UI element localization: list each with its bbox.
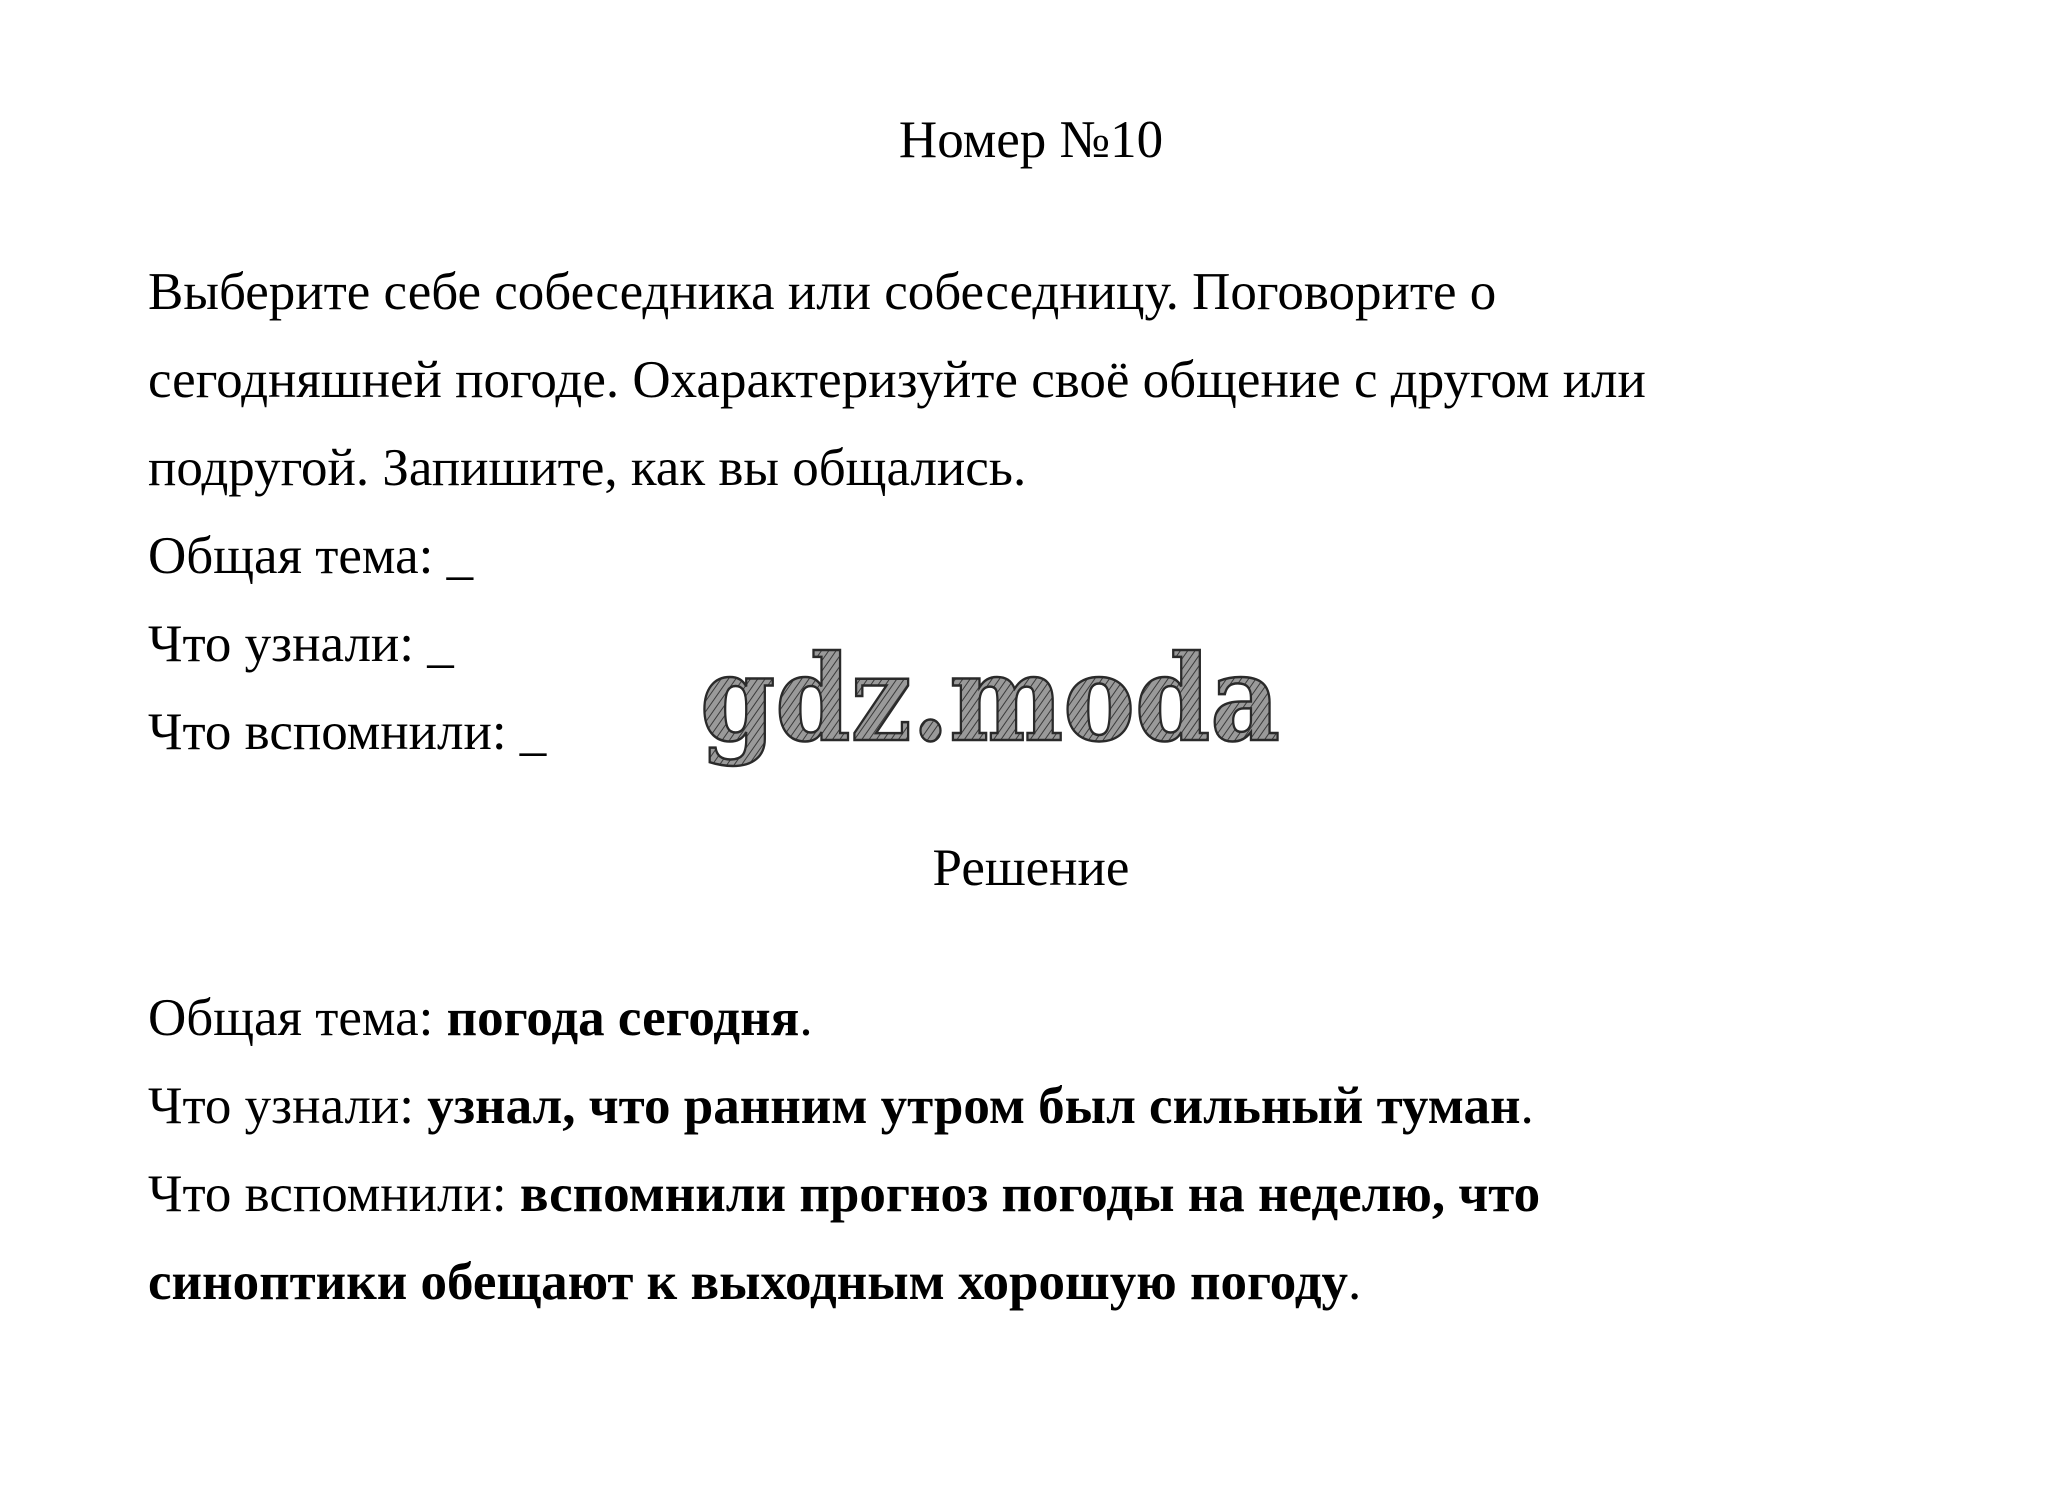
watermark-text: gdz.moda bbox=[700, 629, 1280, 768]
task-field-learned: Что узнали: _ bbox=[148, 615, 454, 673]
period: . bbox=[1348, 1253, 1362, 1311]
answer-learned-value: узнал, что ранним утром был сильный туман bbox=[427, 1077, 1521, 1135]
answer-learned bbox=[148, 1062, 1948, 1150]
period: . bbox=[799, 989, 813, 1047]
answer-topic-value: погода сегодня bbox=[446, 989, 800, 1047]
page-title: Номер №10 bbox=[898, 111, 1164, 169]
answer-recalled-value-line2: синоптики обещают к выходным хорошую погоду bbox=[148, 1253, 1349, 1311]
answer-learned-label: Что узнали: bbox=[148, 1077, 428, 1135]
task-field-recalled: Что вспомнили: _ bbox=[148, 703, 547, 761]
period: . bbox=[1520, 1077, 1534, 1135]
task-line: Выберите себе собеседника или собеседницу. Поговорите о bbox=[148, 263, 1497, 321]
answer-recalled-cont bbox=[148, 1238, 1948, 1326]
solution-heading: Решение bbox=[932, 839, 1130, 897]
solution-answers bbox=[148, 974, 1948, 1326]
answer-topic bbox=[148, 974, 1948, 1062]
task-field-topic: Общая тема: _ bbox=[148, 527, 474, 585]
answer-recalled-label: Что вспомнили: bbox=[148, 1165, 520, 1223]
answer-recalled-value-line1: вспомнили прогноз погоды на неделю, что bbox=[519, 1165, 1541, 1223]
answer-recalled bbox=[148, 1150, 1948, 1238]
answer-topic-label: Общая тема: bbox=[148, 989, 447, 1047]
task-line: подругой. Запишите, как вы общались. bbox=[148, 439, 1027, 497]
task-line: сегодняшней погоде. Охарактеризуйте своё общение с другом или bbox=[148, 351, 1646, 409]
watermark-logo bbox=[700, 629, 1290, 775]
